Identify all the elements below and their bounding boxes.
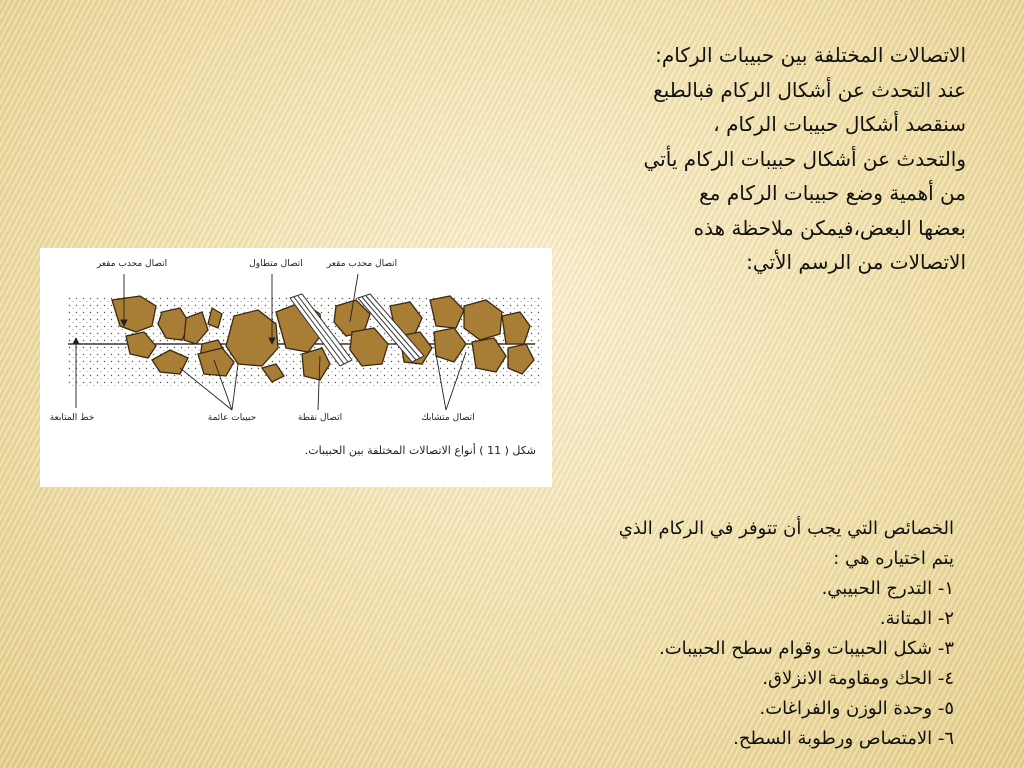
intro-line: والتحدث عن أشكال حبيبات الركام يأتي: [643, 146, 966, 171]
intro-line: الاتصالات المختلفة بين حبيبات الركام:: [655, 43, 966, 67]
label-convex-concave-2: اتصال محدب مقعر: [326, 259, 398, 269]
property-item: ٦- الامتصاص ورطوبة السطح.: [733, 728, 954, 749]
figure-caption: شكل ( 11 ) أنواع الاتصالات المختلفة بين الحبيبات.: [304, 444, 536, 457]
property-item: ١- التدرج الحبيبي.: [821, 578, 954, 599]
property-item: ٤- الحك ومقاومة الانزلاق.: [762, 668, 954, 689]
label-follow-line: خط المتابعة: [49, 413, 95, 423]
intro-line: الاتصالات من الرسم الأتي:: [746, 250, 966, 274]
property-item: ٣- شكل الحبيبات وقوام سطح الحبيبات.: [658, 638, 954, 659]
intro-line: من أهمية وضع حبيبات الركام مع: [699, 181, 966, 205]
properties-heading-line: الخصائص التي يجب أن تتوفر في الركام الذي: [618, 518, 954, 539]
intro-line: عند التحدث عن أشكال الركام فبالطبع: [653, 77, 966, 102]
property-item: ٥- وحدة الوزن والفراغات.: [759, 698, 954, 719]
intro-line: سنقصد أشكال حبيبات الركام ،: [713, 112, 966, 136]
property-item: ٢- المتانة.: [879, 608, 954, 629]
properties-list: [619, 514, 954, 754]
label-point-contact: اتصال نقطة: [297, 413, 343, 423]
properties-heading-line: يتم اختياره هي :: [833, 548, 954, 569]
label-interlocking: اتصال متشابك: [421, 413, 475, 423]
label-elongated: اتصال متطاول: [249, 259, 303, 269]
aggregate-contacts-figure: [40, 248, 552, 487]
label-floating-grains: حبيبات عائمة: [207, 413, 257, 423]
intro-paragraph: [644, 38, 966, 280]
label-convex-concave-1: اتصال محدب مقعر: [96, 259, 168, 269]
intro-line: بعضها البعض،فيمكن ملاحظة هذه: [693, 215, 966, 240]
